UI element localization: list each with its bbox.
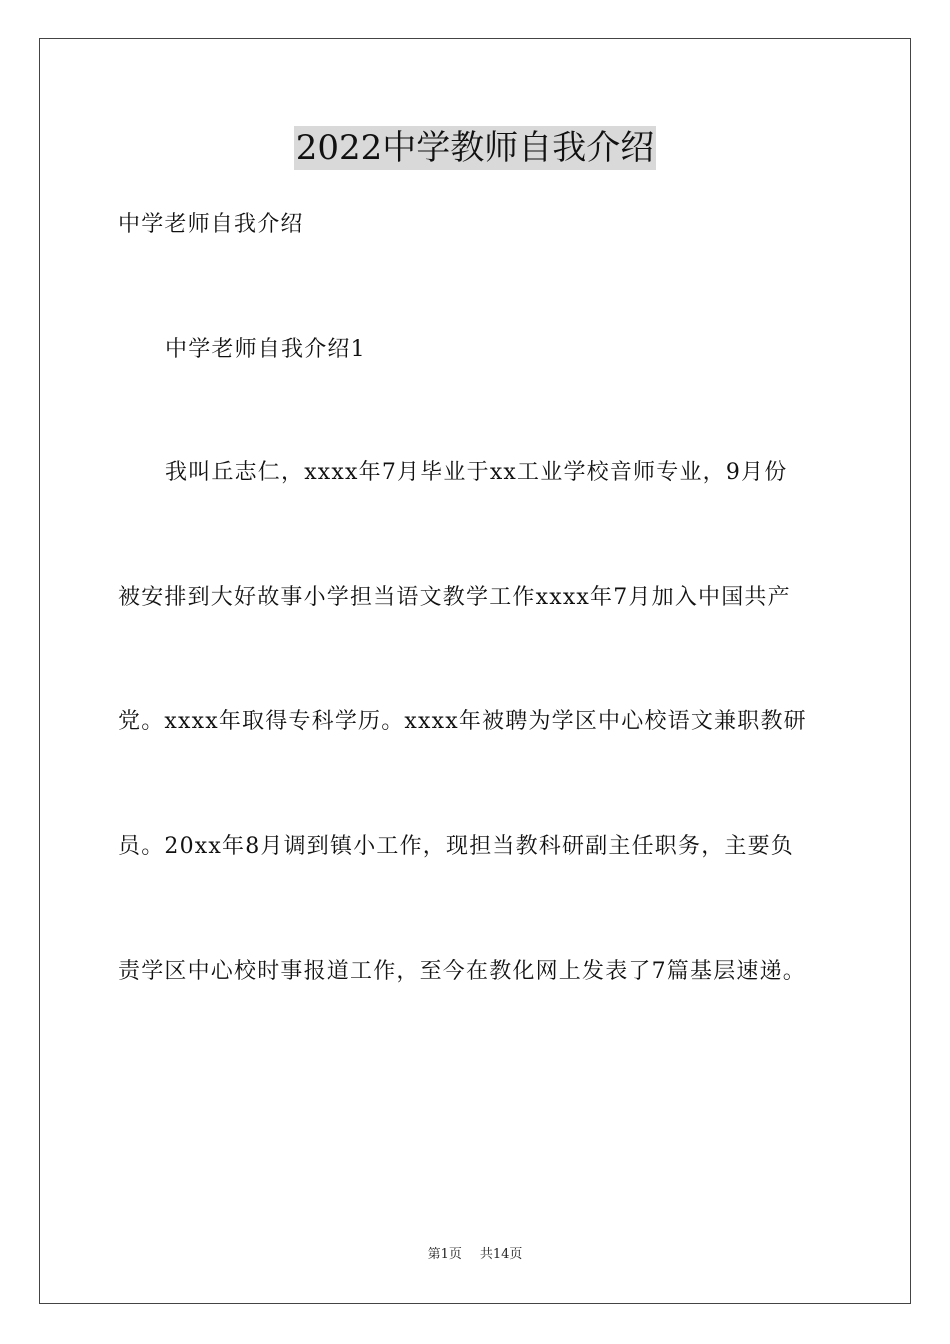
title-container	[0, 126, 950, 170]
document-subtitle: 中学老师自我介绍	[118, 212, 304, 237]
paragraph-line: 员。20xx年8月调到镇小工作，现担当教科研副主任职务，主要负	[118, 834, 795, 859]
document-title: 2022中学教师自我介绍	[295, 128, 655, 168]
section-heading: 中学老师自我介绍1	[165, 337, 366, 362]
paragraph-line: 党。xxxx年取得专科学历。xxxx年被聘为学区中心校语文兼职教研	[118, 709, 807, 734]
paragraph-line: 我叫丘志仁，xxxx年7月毕业于xx工业学校音师专业，9月份	[165, 460, 788, 485]
page-footer	[0, 1246, 950, 1264]
page-number-current: 第1页	[427, 1247, 462, 1262]
page-number-total: 共14页	[479, 1247, 523, 1262]
paragraph-line: 责学区中心校时事报道工作，至今在教化网上发表了7篇基层速递。	[118, 959, 806, 984]
paragraph-line: 被安排到大好故事小学担当语文教学工作xxxx年7月加入中国共产	[118, 585, 791, 610]
